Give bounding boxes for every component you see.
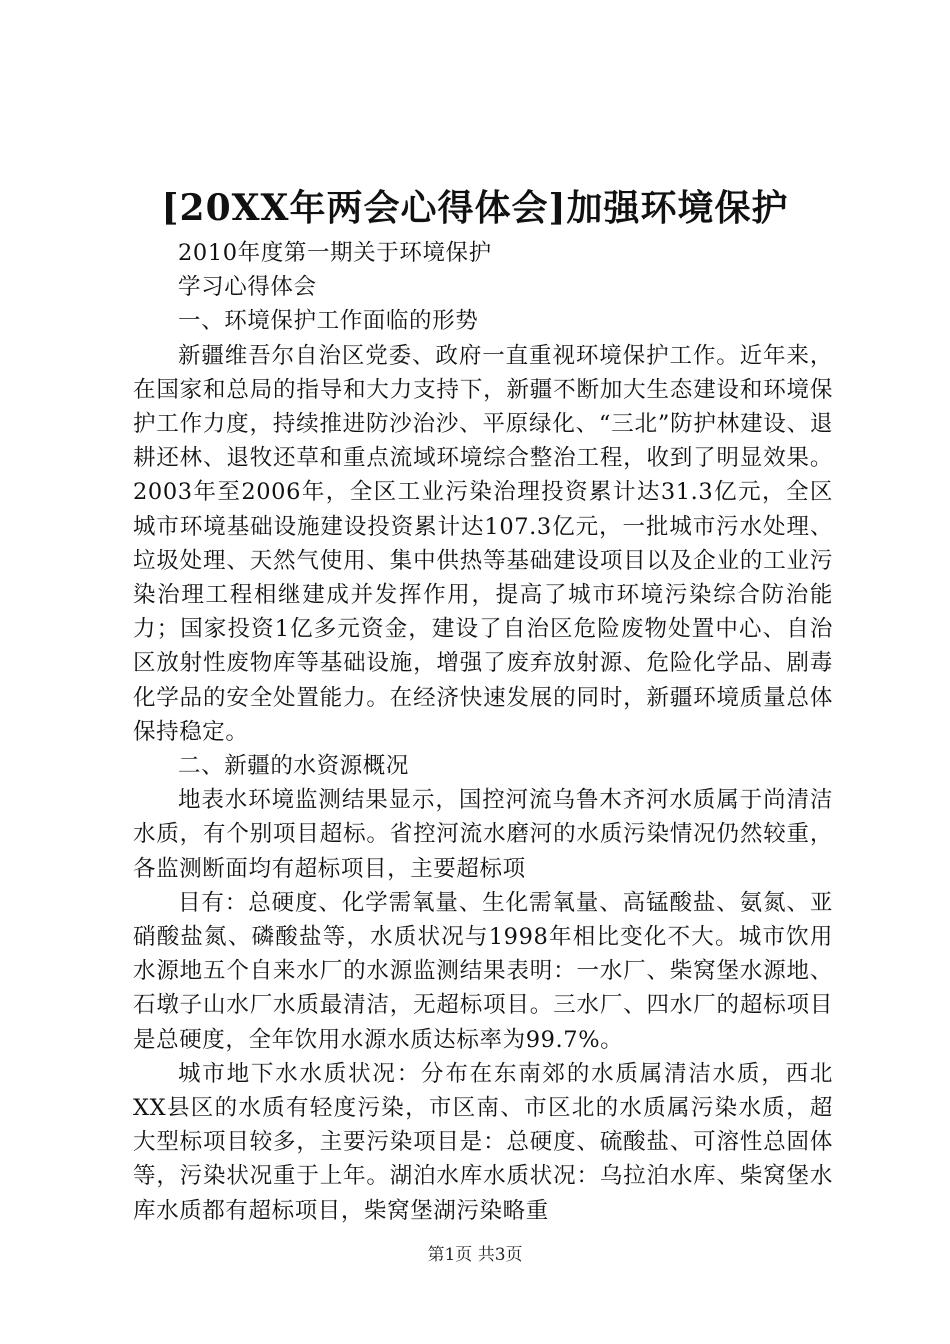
paragraph-groundwater: 城市地下水水质状况：分布在东南郊的水质属清洁水质，西北XX县区的水质有轻度污染，市区南、市区北的水质属污染水质，超大型标项目较多，主要污染项目是：总硬度、硫酸盐、可溶性总固体等，污染状况重于上年。湖泊水库水质状况：乌拉泊水库、柴窝堡水库水质都有超标项目，柴窝堡湖污染略重: [133, 1060, 833, 1224]
subtitle-line-2: 学习心得体会: [178, 274, 317, 301]
paragraph-surface-water: 地表水环境监测结果显示，国控河流乌鲁木齐河水质属于尚清洁水质，有个别项目超标。省控河流水磨河的水质污染情况仍然较重，各监测断面均有超标项目，主要超标项: [133, 787, 833, 882]
section-heading-2: 二、新疆的水资源概况: [178, 753, 410, 780]
subtitle-line-1: 2010年度第一期关于环境保护: [178, 240, 492, 266]
document-body: [133, 236, 833, 1228]
page-number: 第1页 共3页: [427, 1245, 523, 1265]
paragraph-water-items: 目有：总硬度、化学需氧量、生化需氧量、高锰酸盐、氨氮、亚硝酸盐氮、磷酸盐等，水质状况与1998年相比变化不大。城市饮用水源地五个自来水厂的水源监测结果表明：一水厂、柴窝堡水源地、石墩子山水厂水质最清洁，无超标项目。三水厂、四水厂的超标项目是总硬度，全年饮用水源水质达标率为99.7%。: [133, 889, 833, 1053]
document-title: [20XX年两会心得体会]加强环境保护: [161, 187, 789, 229]
section-heading-1: 一、环境保护工作面临的形势: [178, 308, 479, 335]
paragraph-environment-situation: 新疆维吾尔自治区党委、政府一直重视环境保护工作。近年来，在国家和总局的指导和大力支持下，新疆不断加大生态建设和环境保护工作力度，持续推进防沙治沙、平原绿化、“三北”防护林建设、退耕还林、退牧还草和重点流域环境综合整治工程，收到了明显效果。2003年至2006年，全区工业污染治理投资累计达31.3亿元，全区城市环境基础设施建设投资累计达107.3亿元，一批城市污水处理、垃圾处理、天然气使用、集中供热等基础建设项目以及企业的工业污染治理工程相继建成并发挥作用，提高了城市环境污染综合防治能力；国家投资1亿多元资金，建设了自治区危险废物处置中心、自治区放射性废物库等基础设施，增强了废弃放射源、危险化学品、剧毒化学品的安全处置能力。在经济快速发展的同时，新疆环境质量总体保持稳定。: [133, 342, 833, 745]
